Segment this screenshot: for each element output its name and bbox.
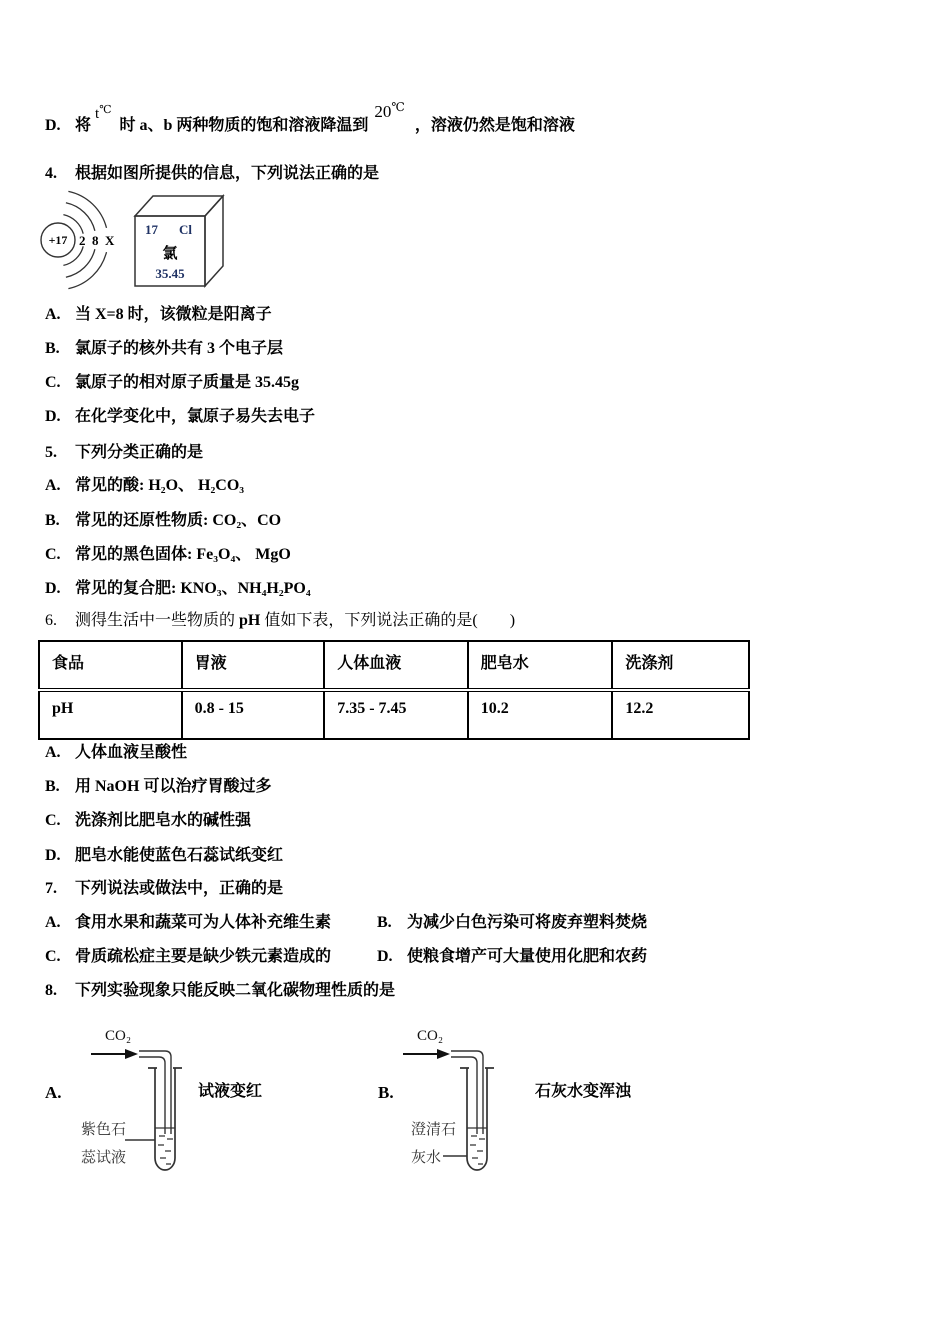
q7-option-a: A. 食用水果和蔬菜可为人体补充维生素 xyxy=(45,914,332,931)
shell-electron-count-1: 2 xyxy=(79,233,86,248)
gas-flow-arrow-icon xyxy=(91,1049,138,1059)
q5-option-b: B. 常见的还原性物质: CO₂、CO xyxy=(45,512,282,529)
row-label-cell: pH xyxy=(39,690,182,739)
question-number: 7. xyxy=(45,880,57,897)
shell-electron-count-2: 8 xyxy=(92,233,99,248)
atomic-mass: 35.45 xyxy=(155,266,185,281)
temperature-formula-20: 20℃ xyxy=(374,100,405,121)
ph-term: pH xyxy=(239,612,261,629)
reagent-label-line1: 紫色石 xyxy=(81,1122,127,1138)
element-name: 氯 xyxy=(162,246,178,262)
ph-table xyxy=(38,640,750,740)
degree-symbol: ℃ xyxy=(391,100,405,114)
header-cell: 胃液 xyxy=(182,641,325,690)
q6-option-d: D. 肥皂水能使蓝色石蕊试纸变红 xyxy=(45,847,284,864)
question-number: 4. xyxy=(45,165,57,182)
ph-table-data-row xyxy=(39,690,749,739)
atomic-number: 17 xyxy=(145,222,158,237)
q4-option-a: A. 当 X=8 时，该微粒是阳离子 xyxy=(45,306,272,323)
reagent-label-line2: 灰水 xyxy=(411,1150,442,1166)
q6-option-c: C. 洗涤剂比肥皂水的碱性强 xyxy=(45,812,252,829)
prev-question-option-d xyxy=(45,100,575,136)
element-box-diagram xyxy=(133,192,233,292)
q4-option-c: C. 氯原子的相对原子质量是 35.45g xyxy=(45,374,300,391)
q6-stem: 6. 测得生活中一些物质的 pH 值如下表，下列说法正确的是( ) xyxy=(45,612,516,629)
degree-symbol: ℃ xyxy=(99,104,112,116)
q4-option-d: D. 在化学变化中，氯原子易失去电子 xyxy=(45,408,316,425)
shell-electron-count-x: X xyxy=(105,233,115,248)
q5-option-d: D. 常见的复合肥: KNO₃、NH₄H₂PO₄ xyxy=(45,580,311,597)
question-number: 8. xyxy=(45,982,57,999)
element-symbol: Cl xyxy=(179,222,192,237)
q8-diagram-b-caption: 石灰水变浑浊 xyxy=(535,1083,632,1100)
option-text-post: ，溶液仍然是饱和溶液 xyxy=(414,117,575,134)
co2-gas-label: CO₂ xyxy=(417,1028,444,1044)
q8-diagram-a-label: A. xyxy=(45,1083,62,1102)
value-cell: 7.35 - 7.45 xyxy=(324,690,468,739)
question-number: 5. xyxy=(45,444,57,461)
test-tube-diagram-b xyxy=(387,1012,507,1184)
header-cell: 肥皂水 xyxy=(468,641,613,690)
test-tube-diagram-a xyxy=(75,1012,195,1184)
header-cell: 洗涤剂 xyxy=(612,641,749,690)
q8-figure-row xyxy=(0,1012,950,1212)
ph-table-header-row xyxy=(39,641,749,690)
q7-option-d: D. 使粮食增产可大量使用化肥和农药 xyxy=(377,948,648,965)
header-cell: 食品 xyxy=(39,641,182,690)
option-label: D. xyxy=(45,117,61,134)
q4-option-b: B. 氯原子的核外共有 3 个电子层 xyxy=(45,340,284,357)
co2-gas-label: CO₂ xyxy=(105,1028,132,1044)
q5-option-c: C. 常见的黑色固体: Fe₃O₄、 MgO xyxy=(45,546,291,563)
q7-option-c: C. 骨质疏松症主要是缺少铁元素造成的 xyxy=(45,948,332,965)
reagent-label-line1: 澄清石 xyxy=(411,1122,457,1138)
q6-option-a: A. 人体血液呈酸性 xyxy=(45,744,188,761)
temperature-formula-t: t℃ xyxy=(95,104,112,122)
value-cell: 10.2 xyxy=(468,690,613,739)
q8-diagram-b-label: B. xyxy=(378,1083,394,1102)
q6-option-b: B. 用 NaOH 可以治疗胃酸过多 xyxy=(45,778,272,795)
option-text-pre: 将 xyxy=(75,117,92,134)
q8-stem: 8. 下列实验现象只能反映二氧化碳物理性质的是 xyxy=(45,982,396,999)
gas-flow-arrow-icon xyxy=(403,1049,450,1059)
nucleus-charge: +17 xyxy=(48,233,68,247)
value-cell: 0.8 - 15 xyxy=(182,690,325,739)
q7-option-b: B. 为减少白色污染可将废弃塑料焚烧 xyxy=(377,914,648,931)
value-cell: 12.2 xyxy=(612,690,749,739)
header-cell: 人体血液 xyxy=(324,641,468,690)
atom-structure-diagram xyxy=(35,190,133,292)
q5-stem: 5. 下列分类正确的是 xyxy=(45,444,204,461)
q7-stem: 7. 下列说法或做法中，正确的是 xyxy=(45,880,284,897)
reagent-label-line2: 蕊试液 xyxy=(81,1150,127,1166)
q8-diagram-a-caption: 试液变红 xyxy=(198,1083,263,1100)
question-number: 6. xyxy=(45,612,57,629)
q5-option-a: A. 常见的酸: H₂O、 H₂CO₃ xyxy=(45,477,245,494)
option-text-mid: 时 a、b 两种物质的饱和溶液降温到 xyxy=(119,117,369,134)
q4-stem: 4. 根据如图所提供的信息，下列说法正确的是 xyxy=(45,165,380,182)
